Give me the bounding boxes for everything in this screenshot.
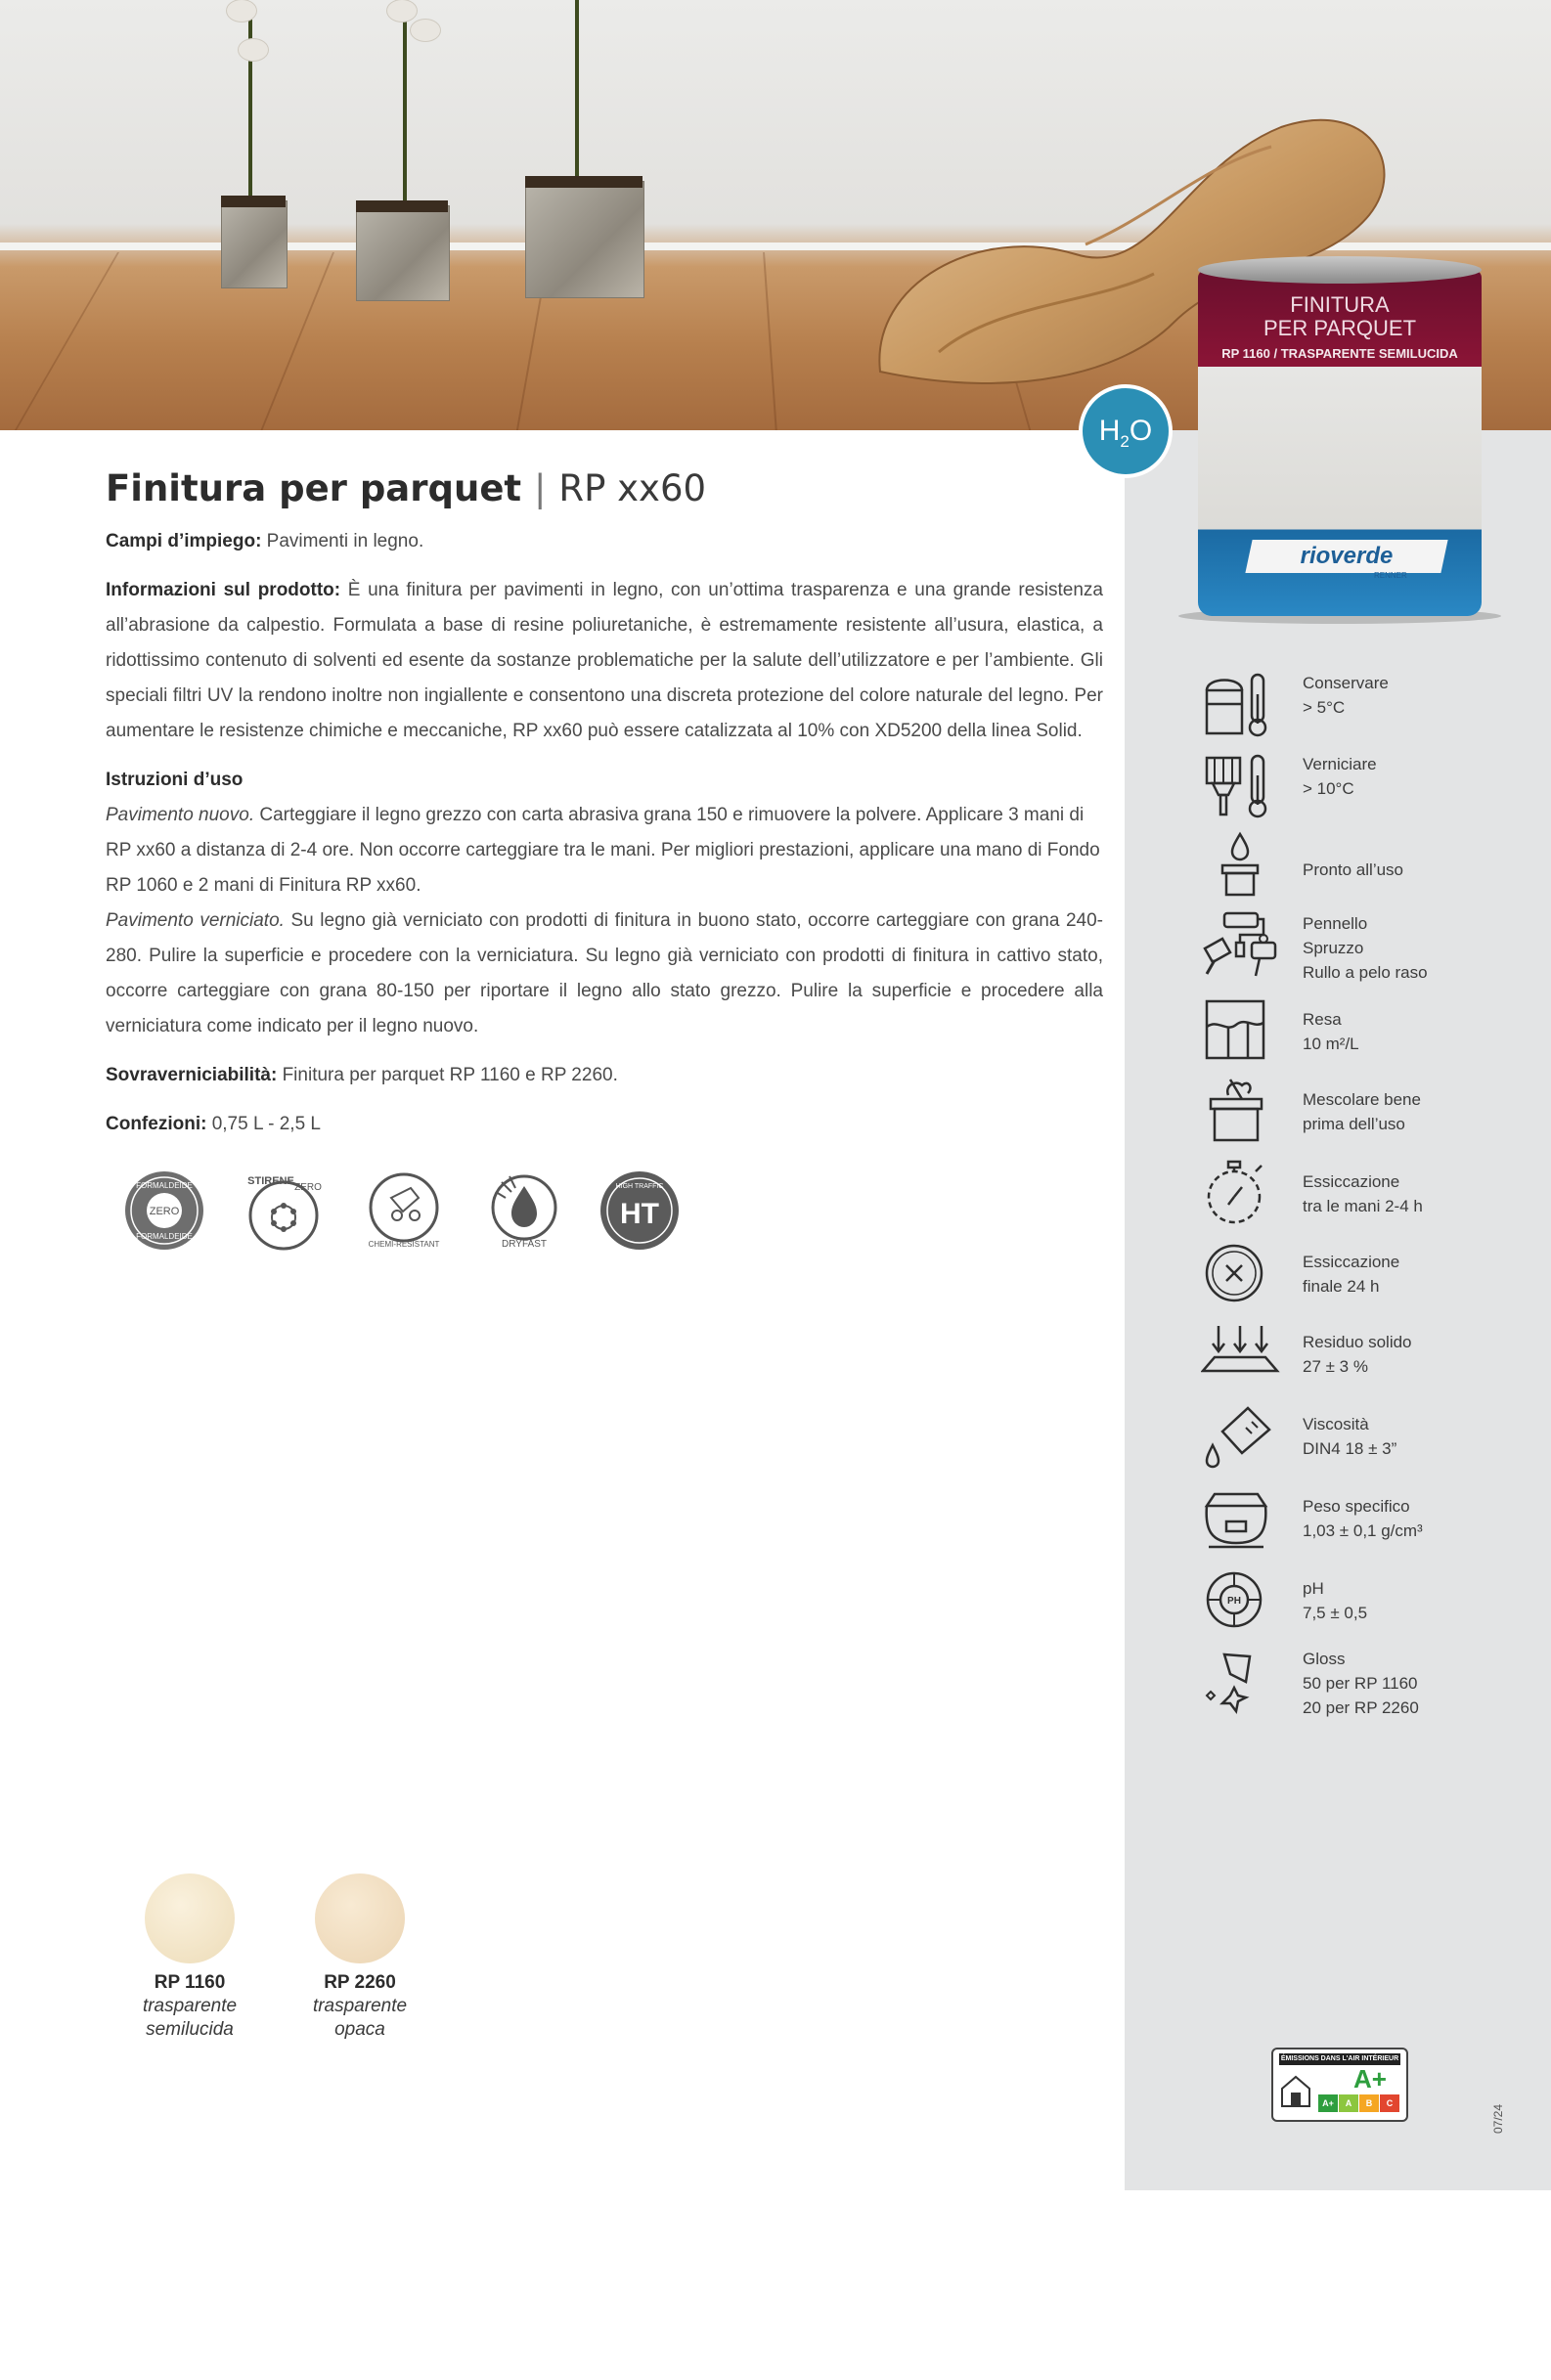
svg-text:FORMALDEIDE: FORMALDEIDE xyxy=(136,1232,193,1241)
gloss-icon xyxy=(1201,1647,1279,1717)
formaldehyde-zero-icon xyxy=(122,1168,206,1253)
styrene-zero-icon xyxy=(242,1168,326,1253)
overpaintability: Sovraverniciabilità: Finitura per parquet RP 1160 e RP 2260. xyxy=(106,1065,618,1085)
spec-text: Gloss 50 per RP 1160 20 per RP 2260 xyxy=(1303,1650,1419,1717)
svg-text:PH: PH xyxy=(1227,1596,1241,1607)
pot-soil xyxy=(525,176,643,188)
svg-text:DRYFAST: DRYFAST xyxy=(502,1239,547,1250)
spec-text: Residuo solido 27 ± 3 % xyxy=(1303,1333,1412,1376)
glass-pot xyxy=(221,200,288,288)
floor-plank-line xyxy=(763,252,777,430)
instructions-painted: Pavimento verniciato. Su legno già verniciato con prodotti di finitura in buono stato, occorre carteggiare con grana 240-280. Pulire la superficie e procedere con la verniciatura. Su legno già verniciato con prodotti di finitura in cattivo stato, occorre carteggiare con grana 80-150 per riportare il legno allo stato grezzo. Pulire la superficie e procedere alla verniciatura come indicato per il legno nuovo. xyxy=(106,910,1103,1036)
color-swatch-rp1160 xyxy=(145,1873,235,1963)
orchid-stem xyxy=(403,15,407,210)
chemical-resistant-icon xyxy=(362,1168,446,1253)
spec-text: Essiccazione tra le mani 2-4 h xyxy=(1303,1172,1423,1215)
orchid-flower xyxy=(239,39,268,61)
emission-rating: A+ xyxy=(1340,2065,1400,2091)
spec-text: Essiccazione finale 24 h xyxy=(1303,1253,1400,1296)
svg-text:ZERO: ZERO xyxy=(294,1182,322,1193)
water-based-badge: $H_2O$ xyxy=(1079,384,1173,478)
storage-temperature-icon xyxy=(1201,671,1279,739)
glass-pot xyxy=(525,181,644,298)
document-date: 07/24 xyxy=(1491,2103,1505,2134)
application-temperature-icon xyxy=(1201,752,1279,820)
can-lid xyxy=(1198,256,1482,284)
clock-icon xyxy=(1201,1240,1279,1308)
page-title: Finitura per parquet | RP xx60 xyxy=(106,467,707,509)
campi-impiego: Campi d’impiego: Pavimenti in legno. xyxy=(106,531,424,551)
coverage-icon xyxy=(1201,997,1279,1066)
svg-text:HT: HT xyxy=(620,1198,659,1230)
pot-soil xyxy=(221,196,286,207)
application-tools-icon xyxy=(1201,909,1283,980)
spec-text: pH 7,5 ± 0,5 xyxy=(1303,1579,1368,1622)
spec-text: Pronto all’uso xyxy=(1303,860,1404,879)
spec-text: Pennello Spruzzo Rullo a pelo raso xyxy=(1303,914,1428,982)
scale-icon xyxy=(1201,1484,1279,1553)
viscosity-icon xyxy=(1201,1402,1279,1471)
product-info: Informazioni sul prodotto: È una finitura per pavimenti in legno, con un’ottima trasparenza e una grande resistenza all’abrasione da calpestio. Formulata a base di resine poliuretaniche, è estremamente resistente all’usura, elastica, a ridottissimo contenuto di solventi ed esente da sostanze problematiche per la salute dell’utilizzatore e per l’ambiente. Gli speciali filtri UV la rendono inoltre non ingiallente e consentono una discreta protezione del colore naturale del legno. Per aumentare le resistenze chimiche e meccaniche, RP xx60 può essere catalizzata al 10% con XD5200 della linea Solid. xyxy=(106,580,1104,741)
svg-text:CHEMI-RESISTANT: CHEMI-RESISTANT xyxy=(368,1240,440,1249)
spec-text: Viscosità DIN4 18 ± 3” xyxy=(1303,1415,1397,1458)
orchid-flower xyxy=(411,20,440,41)
dryfast-icon xyxy=(482,1168,566,1253)
product-can xyxy=(1198,256,1482,626)
spec-text: Peso specifico 1,03 ± 0,1 g/cm³ xyxy=(1303,1497,1423,1540)
orchid-stem xyxy=(575,0,579,186)
product-description xyxy=(106,460,1103,1156)
stir-icon xyxy=(1201,1076,1279,1144)
orchid-flower xyxy=(387,0,417,22)
swatch-label-rp1160: RP 1160 trasparente semilucida xyxy=(142,1972,238,2040)
solid-residue-icon xyxy=(1201,1322,1283,1390)
svg-text:STIRENE: STIRENE xyxy=(247,1175,294,1187)
high-traffic-icon xyxy=(598,1168,682,1253)
instructions-title: Istruzioni d’uso xyxy=(106,770,244,790)
color-swatch-rp2260 xyxy=(315,1873,405,1963)
instructions-new: Pavimento nuovo. Carteggiare il legno grezzo con carta abrasiva grana 150 e rimuovere la polvere. Applicare 3 mani di RP xx60 a distanza di 2-4 ore. Non occorre carteggiare tra le mani. Per migliori prestazioni, applicare una mano di Fondo RP 1060 e 2 mani di Finitura RP xx60. xyxy=(106,805,1100,896)
can-title: FINITURA PER PARQUET xyxy=(1263,292,1417,340)
pot-soil xyxy=(356,200,448,212)
floor-plank-line xyxy=(10,252,119,430)
svg-text:FORMALDEIDE: FORMALDEIDE xyxy=(136,1181,193,1190)
glass-pot xyxy=(356,205,450,301)
emission-scale: A+ A B C xyxy=(1318,2094,1400,2112)
swatch-label-rp2260: RP 2260 trasparente opaca xyxy=(312,1972,408,2040)
ready-to-use-icon xyxy=(1201,830,1279,899)
stopwatch-icon xyxy=(1201,1158,1279,1228)
svg-text:HIGH TRAFFIC: HIGH TRAFFIC xyxy=(615,1183,664,1190)
can-brand-sub: RENNER xyxy=(1374,571,1407,580)
packaging: Confezioni: 0,75 L - 2,5 L xyxy=(106,1114,321,1134)
spec-text: Resa 10 m²/L xyxy=(1303,1010,1359,1053)
spec-text: Mescolare bene prima dell’uso xyxy=(1303,1090,1421,1133)
can-brand: rioverde xyxy=(1300,543,1394,569)
spec-text: Verniciare > 10°C xyxy=(1303,755,1377,798)
can-subtitle: RP 1160 / TRASPARENTE SEMILUCIDA xyxy=(1221,346,1458,361)
house-icon xyxy=(1279,2071,1312,2110)
spec-text: Conservare > 5°C xyxy=(1303,674,1389,717)
ph-icon xyxy=(1201,1566,1279,1635)
orchid-flower xyxy=(227,0,256,22)
emission-label-header: ÉMISSIONS DANS L'AIR INTÉRIEUR xyxy=(1279,2053,1400,2065)
svg-text:ZERO: ZERO xyxy=(149,1206,180,1217)
certification-icons xyxy=(122,1168,709,1256)
emission-label xyxy=(1271,2048,1408,2122)
